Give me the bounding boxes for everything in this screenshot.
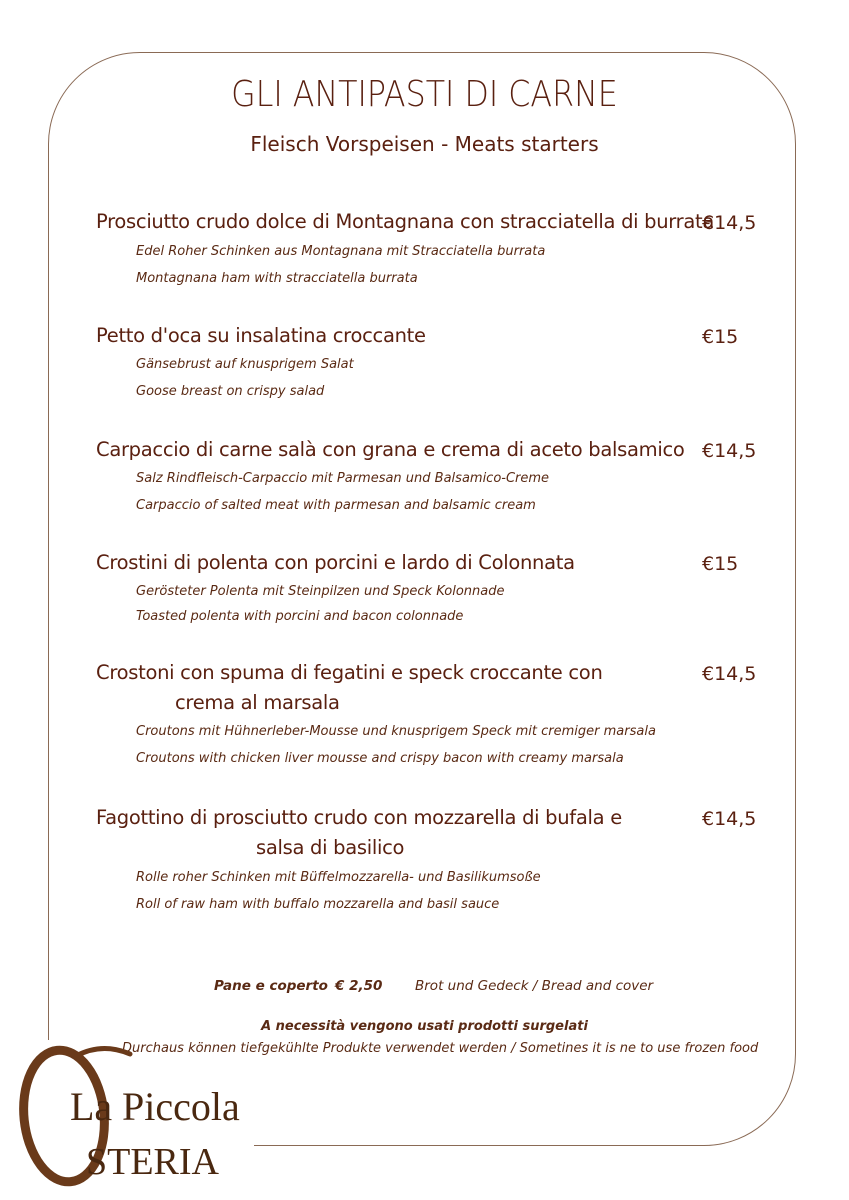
dish-name: Crostoni con spuma di fegatini e speck croccante con <box>96 661 603 684</box>
dish-description-de: Salz Rindfleisch-Carpaccio mit Parmesan und Balsamico-Creme <box>136 471 550 486</box>
dish-description-de: Gänsebrust auf knusprigem Salat <box>136 357 354 372</box>
dish-price: €14,5 <box>702 808 757 830</box>
page-subtitle: Fleisch Vorspeisen - Meats starters <box>250 132 599 156</box>
dish-description-de: Rolle roher Schinken mit Büffelmozzarella- und Basilikumsoße <box>136 870 541 885</box>
cover-price: € 2,50 <box>335 978 383 994</box>
frozen-notice-de-en: Durchaus können tiefgekühlte Produkte verwendet werden / Sometines it is ne to use frozen food <box>122 1041 759 1056</box>
dish-name-line2: crema al marsala <box>175 691 340 714</box>
cover-translation: Brot und Gedeck / Bread and cover <box>415 978 654 994</box>
dish-price: €15 <box>702 553 739 575</box>
logo-text-piccola: Piccola <box>122 1084 240 1129</box>
dish-price: €14,5 <box>702 212 757 234</box>
dish-description-en: Montagnana ham with stracciatella burrata <box>136 271 418 286</box>
dish-price: €14,5 <box>702 440 757 462</box>
dish-description-de: Gerösteter Polenta mit Steinpilzen und Speck Kolonnade <box>136 584 505 599</box>
dish-description-en: Carpaccio of salted meat with parmesan and balsamic cream <box>136 498 536 513</box>
dish-description-de: Croutons mit Hühnerleber-Mousse und knusprigem Speck mit cremiger marsala <box>136 724 656 739</box>
dish-description-en: Toasted polenta with porcini and bacon colonnade <box>136 609 464 624</box>
dish-name: Carpaccio di carne salà con grana e crema di aceto balsamico <box>96 438 685 461</box>
cover-label: Pane e coperto <box>214 978 328 994</box>
dish-description-en: Croutons with chicken liver mousse and crispy bacon with creamy marsala <box>136 751 624 766</box>
dish-name: Crostini di polenta con porcini e lardo di Colonnata <box>96 551 575 574</box>
logo-text-steria: STERIA <box>86 1141 219 1183</box>
dish-description-de: Edel Roher Schinken aus Montagnana mit Stracciatella burrata <box>136 244 546 259</box>
dish-description-en: Roll of raw ham with buffalo mozzarella and basil sauce <box>136 897 500 912</box>
dish-name: Fagottino di prosciutto crudo con mozzarella di bufala e <box>96 806 622 829</box>
logo-text-la: La <box>70 1084 113 1129</box>
frozen-notice-it: A necessità vengono usati prodotti surgelati <box>261 1019 588 1034</box>
dish-name: Petto d'oca su insalatina croccante <box>96 324 426 347</box>
dish-name: Prosciutto crudo dolce di Montagnana con stracciatella di burrata <box>96 210 715 233</box>
page-title: GLI ANTIPASTI DI CARNE <box>231 74 618 115</box>
restaurant-logo <box>18 1042 254 1192</box>
dish-name-line2: salsa di basilico <box>256 836 405 859</box>
dish-price: €14,5 <box>702 663 757 685</box>
dish-price: €15 <box>702 326 739 348</box>
dish-description-en: Goose breast on crispy salad <box>136 384 325 399</box>
